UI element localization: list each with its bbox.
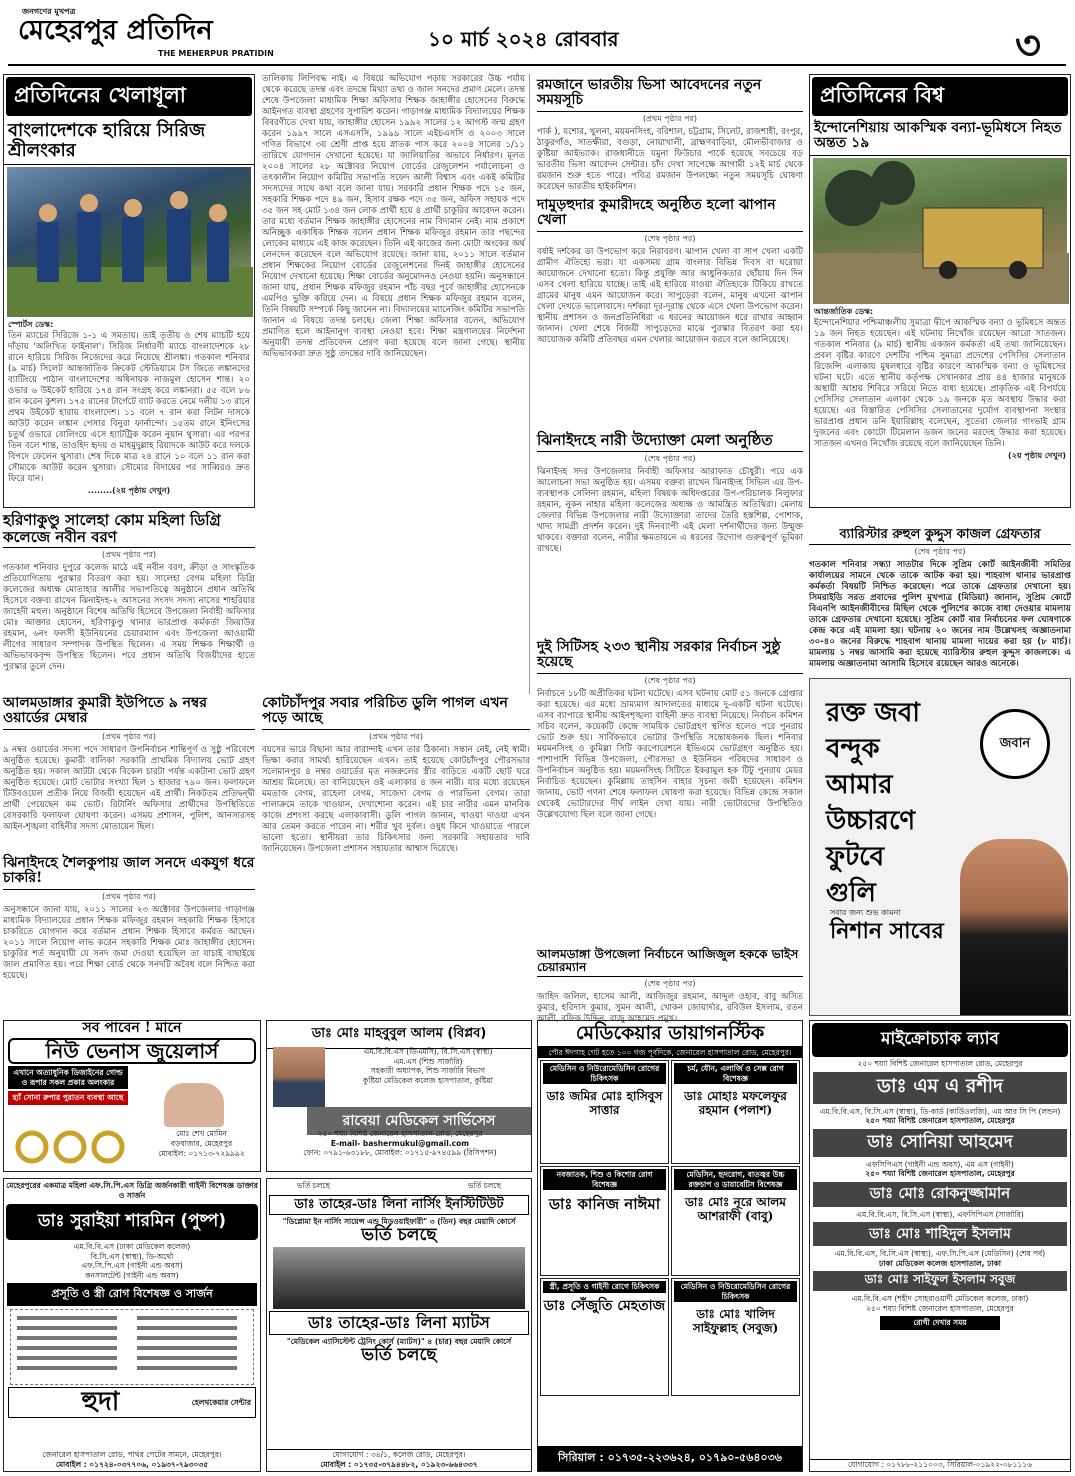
jewel-owner: মোঃ শেখ মোমিন — [176, 1129, 227, 1138]
poster-lines — [826, 695, 920, 911]
fair-headline: ঝিনাইদহে নারী উদ্যোক্তা মেলা অনুষ্ঠিত — [537, 432, 803, 452]
nursing-course2: "মেডিকেল এ্যাসিস্টেন্ট ট্রেনিং কোর্স (ম্যাটস)" ৪ (চার) বছর মেয়াদি কোর্সে — [286, 1336, 512, 1346]
alamdanga-body: জাহিদ জলিল, হাসেম আলী, আজিজুর রহমান, আব্দুল ওহাব, বাবু অসিত কুমার, হরিদাস কুমার, সুমন আলী, খোকন জোয়ার্দার, রবিউল ইসলাম, রতন আলী, রফিক উদ্দিন, রাজু আহমেদ প্রমুখ। — [537, 992, 803, 1025]
diag-h3: নবজাতক, শিশু ও কিশোর রোগ বিশেষজ্ঞ — [543, 1169, 666, 1190]
poster-line-3: আমার — [826, 770, 893, 800]
diag-doctor-4 — [671, 1166, 800, 1276]
poster-ad — [809, 678, 1071, 1016]
diag-d6: ডাঃ মোঃ খালিদ সাইফুল্লাহ (সবুজ) — [692, 1307, 779, 1335]
huda-sub: হেলথকেয়ার সেন্টার — [191, 1397, 251, 1407]
jewel-phone: মোবাইল: ০১৭১৩-৭২৯৯৯২ — [158, 1149, 245, 1158]
jewel-line2: হ্যাঁ সোনা রুপার পুরাতন ব্যবস্থা আছে — [8, 1091, 128, 1105]
microcheck-lab-ad — [809, 1020, 1071, 1472]
diag-h5: স্ত্রী, প্রসূতি ও গাইনী রোগে চিকিৎসক — [543, 1281, 666, 1293]
mahbub-deg2: এম.এস (শিশু সার্জারি) — [393, 1056, 463, 1066]
article-college — [3, 512, 255, 692]
flood-photo — [813, 158, 1067, 304]
jewel-top: সব পাবেন ! মানে — [82, 1020, 182, 1036]
mahbub-phone: ফোন: ০৭৯১-৬৩১৮৮, মোবাইল: ০১৭১৫-৯৭৪৫৯৯ (রিসিপশন) — [303, 1148, 497, 1157]
diag-d3: ডাঃ কানিজ নাঈমা — [548, 1195, 661, 1214]
diag-d2: ডাঃ মোহাঃ মফলেফুর রহমান (পলাশ) — [684, 1089, 787, 1117]
mahbub-name: ডাঃ মোঃ মাহবুবুল আলম (বিপ্লব) — [267, 1021, 531, 1049]
diag-h4: মেডিসিন, হৃদরোগ, বাতজ্বর উচ্চ রক্তচাপ ও ডায়াবেটিস বিশেষজ্ঞ — [674, 1169, 797, 1190]
sports-headline: বাংলাদেশকে হারিয়ে সিরিজ শ্রীলংকার — [4, 118, 254, 165]
diag-addr: পৌর ঈদগাহ গেট হতে ১০০ গজ পূর্বদিকে, জেনারেল হাসপাতাল রোড, মেহেরপুর। — [538, 1047, 802, 1059]
nursing-group-photo — [273, 1247, 525, 1309]
diag-name: মেডিকেয়ার ডায়াগনস্টিক — [538, 1021, 802, 1047]
nursing-top2: ভর্তি চলছে — [468, 1181, 501, 1190]
micro-name: মাইক্রোচ্যাক ল্যাব — [812, 1023, 1068, 1057]
jhapan-headline: দামুড়হুদার কুমারীদহে অনুষ্ঠিত হলো ঝাপান খেলা — [537, 198, 803, 232]
world-desk: আন্তর্জাতিক ডেস্ক: — [814, 306, 874, 316]
newspaper-title: মেহেরপুর প্রতিদিন — [18, 15, 213, 46]
micro-d5pos: ২৫০ শয্যা বিশিষ্ট জেনারেল হাসপাতাল, মেহেরপুর — [866, 1303, 1014, 1313]
cricket-players-graphic — [7, 167, 253, 317]
micro-d3deg: এম.বি.বি.এস, বি.সি.এস (স্বাস্থ্য), এফসিপিএস (সার্জারি) — [856, 1209, 1024, 1219]
jewellery-graphic — [10, 1125, 130, 1165]
micro-d4: ডাঃ মোঃ শাহিদুল ইসলাম — [813, 1222, 1067, 1246]
diag-doctor-5 — [540, 1278, 669, 1396]
suraiya-spec: প্রসূতি ও স্ত্রী রোগ বিশেষজ্ঞ ও সার্জন — [7, 1283, 257, 1306]
page-number: ৩ — [1014, 22, 1041, 69]
micro-d5: ডাঃ মোঃ সাইফুল ইসলাম সবুজ — [813, 1271, 1067, 1291]
article-election — [537, 640, 803, 946]
article-dolly — [262, 696, 530, 1014]
world-body: ইন্দোনেশিয়ার পশ্চিমাঞ্চলীয় সুমাত্রা দ্বীপে আকস্মিক বন্যা ও ভূমিধসে অন্তত ১৯ জন নিহত হয়েছেন। এই ঘটনায় নিখোঁজ রয়েছেন আরো সাতজন। গতকাল শনিবার (৯ মার্চ) স্থানীয় একজন কর্মকর্তা এই তথ্য জানিয়েছেন। প্রবল বৃষ্টির কারণে দেশটির পশ্চিম সুমাত্রা প্রদেশের পেসিসির সেলাতান রিজেন্সি এলাকায় মুষলধারে বৃষ্টির কারণে আকস্মিক বন্যা ও ভূমিধসের ঘটনা ঘটে। এতে স্থানীয় কর্তৃপক্ষ সেখানকার প্রায় ৪৪ হাজার মানুষকে অস্থায়ী আশ্রয় শিবিরে সরিয়ে নিতে বাধ্য হয়েছে। প্রাকৃতিক এই বিপর্যয়ে পেসিসির সেলাতান এলাকা থেকে ১৯ জনকে মৃত অবস্থায় উদ্ধার করা হয়েছে। এর বিস্তারিত পেসিসির সেলাতানের দুর্যোগ ব্যবস্থাপনা সংস্থার ভারপ্রাপ্ত প্রধান ডনি ইয়ারিল্লাহ বলেছেন, সুতেরা জেলার গাংভাই গ্রাম দুজনের এবং কোটো টিমেলান ডজন জনের মরদেহ উদ্ধার করা হয়েছে। সাতজন এখনও নিখোঁজ রয়েছে বলে জানিয়েছেন তিনি। — [814, 317, 1066, 449]
diag-doctor-6 — [671, 1278, 800, 1396]
nursing-addr: যোগাযোগ : ৩৪/১, কলেজ রোড, মেহেরপুর। — [332, 1450, 466, 1459]
jewel-name: নিউ ভেনাস জুয়েলার্স — [8, 1038, 256, 1064]
medicare-diagnostic-ad — [537, 1020, 803, 1472]
suraiya-deg3: এফ.সি.পি.এস (গাইনী এন্ড অবস) — [81, 1261, 183, 1270]
diag-d4: ডাঃ মোঃ নূরে আলম আশরাফী (বাবু) — [685, 1195, 786, 1223]
dolly-sub: (প্রথম পৃষ্ঠার পর) — [368, 731, 424, 741]
micro-d2: ডাঃ সোনিয়া আহমেদ — [813, 1129, 1067, 1157]
sports-body: তিন ম্যাচের সিরিজে ১-১ এ সমতায়। তাই তৃতীয় ও শেষ ম্যাচটি হয়ে দাঁড়ায় 'অলিখিত ফাইনাল'। সিরিজ নির্ধারণী ম্যাচে বাংলাদেশকে ২৮ রানে হারিয়ে সিরিজ নিজেদের করে নিয়েছে শ্রীলঙ্কা। গতকাল শনিবার (৯ মার্চ) সিলেট আন্তর্জাতিক ক্রিকেট স্টেডিয়ামে টস জিতে লঙ্কানদের ব্যাটিংয়ে পাঠান বাংলাদেশের অধিনায়ক নাজমুল হোসেন শান্ত। ২০ ওভার ৬ উইকেট হারিয়ে ১৭৪ রান সংগ্রহ করে লঙ্কানরা। ৫৫ বলে ৮৬ রান করেন কুশল। ১৭৫ রানের টার্গেটে ব্যাট করতে নেমে দলীয় ১৩ রানে প্রথম উইকেট হারায় বাংলাদেশ। ১১ বলে ৭ রান করা লিটন দাসকে আউট করেন লঙ্কান পেসার বিনুরা ফার্নান্দো। ১৫তম রানে ইনিংসের চতুর্থ ওভারে বোলিংয়ে এসে হ্যাটট্রিক করেন নুয়ান থুসারা। এর পরপর তিন বলে শান্ত, তাওহিদ হৃদয় ও মাহমুদুল্লাহ রিয়াদকে আউট করে দলকে বিপদে ফেলেন থুসারা। শেষ দিকে মাত্র ২৪ রানে ১০ বলে ১১ রান করা সৌম্যকে আউট করেন থুসারা। সৌম্যের বিদায়ের পর সাব্বিরও দ্রুত ফিরে যান। — [8, 330, 250, 484]
alamdanga-headline: আলমডাঙ্গা উপজেলা নির্বাচনে আজিজুল হককে ভাইস চেয়ারম্যান — [537, 948, 803, 977]
diag-d5: ডাঃ সেঁজুতি মেহতাজ — [543, 1297, 666, 1314]
election-body: নির্বাচনে ১৮টি অপ্রীতিকর ঘটনা ঘটেছে। এসব ঘটনায় মোট ৫১ জনকে গ্রেপ্তার করা হয়েছে। এর মধ্যে ভ্রাম্যমাণ আদালতের মাধ্যমে দু-একটি ঘটনা ঘটেছে। এসব ব্যাপারে স্থানীয় আইনশৃঙ্খলা বাহিনী দ্রুত ব্যবস্থা নিয়েছে। নির্বাচন কমিশন সচিব বলেন, কয়েকটি কেন্দ্রে সাময়িক ভোটগ্রহণ স্থগিত হলেও পরে পুনরায় ভোট শুরু হয়। সার্বিকভাবে ভোটার উপস্থিতি সন্তোষজনক ছিল। শনিবার ময়মনসিংহ ও কুমিল্লা সিটি করপোরেশনে ইভিএমে ভোটগ্রহণ অনুষ্ঠিত হয়। পাশাপাশি বিভিন্ন উপজেলা, পৌরসভা ও ইউনিয়ন পরিষদের সাধারণ ও উপনির্বাচন অনুষ্ঠিত হয়। ময়মনসিংহ সিটিতে ইকরামুল হক টিটু পুনরায় মেয়র নির্বাচিত হয়েছেন। কুমিল্লায় তাহসিন বাহার সূচনা জয়ী হয়েছেন। কমিশন জানায়, ভোট গণনা শেষে ফলাফল ঘোষণা করা হয়েছে। বিভিন্ন কেন্দ্রে সকাল থেকেই ভোটারদের দীর্ঘ লাইন দেখা যায়। নারী ভোটারদের উপস্থিতিও উল্লেখযোগ্য ছিল বলে জানা গেছে। — [537, 688, 803, 820]
member-body: ৯ নম্বর ওয়ার্ডের সদস্য পদে সাধারণ উপনির্বাচন শান্তিপূর্ণ ও সুষ্ঠু পরিবেশে অনুষ্ঠিত হয়েছে। কুমারী বালিকা সরকারি প্রাথমিক বিদ্যালয় ভোট গ্রহণ অনুষ্ঠিত হয়। সকাল আটটা থেকে বিকেল চারটা পর্যন্ত একটানা ভোট গ্রহণ অনুষ্ঠিত হয়েছে। মোট ভোটার সংখ্যা ছিল ১ হাজার ৭৯০ জন। ফলাফলে টিউবওয়েল প্রতীক নিয়ে বিজয়ী হয়েছেন এই প্রার্থী। নিকটতম প্রতিদ্বন্দ্বী প্রার্থী পেয়েছেন কম ভোট। রিটার্নিং অফিসার প্রার্থীদের উপস্থিতিতে বেসরকারি ফলাফল ঘোষণা করেন। এসময় প্রশাসন, পুলিশ, আনসারসহ আইন-শৃঙ্খলা বাহিনীর সদস্য মোতায়েন ছিল। — [3, 744, 255, 832]
world-headline: ইন্দোনেশিয়ায় আকস্মিক বন্যা-ভূমিধসে নিহত অন্তত ১৯ — [810, 118, 1070, 156]
micro-d4deg: এম.বি.বি.এস, বি.সি.এস (স্বাস্থ্য), এফ.সি.পি.এস (মেডিসিন) (শেষ পর্ব) — [834, 1249, 1046, 1258]
doctor-mahbub-ad — [266, 1020, 532, 1172]
doctor-suraiya-ad — [3, 1178, 261, 1472]
dolly-headline: কোটচাঁদপুর সবার পরিচিত ডুলি পাগল এখন পড়ে আছে — [262, 696, 530, 730]
micro-time: রোগী দেখার সময় — [880, 1316, 1000, 1330]
micro-d1deg: এম.বি.বি.এস, বি.সি.এস (স্বাস্থ্য), ডি-কার্ড (কার্ডিওলজি), এম আর সি পি (লন্ডন) — [819, 1106, 1061, 1116]
diag-doctor-2 — [671, 1060, 800, 1164]
poster-line-1: রক্ত জবা — [826, 698, 920, 728]
fair-sub: (শেষ পৃষ্ঠার পর) — [644, 453, 696, 463]
sports-desk: স্পোর্টস ডেস্ক: — [8, 319, 54, 329]
article-barrister — [809, 528, 1071, 668]
article-job — [3, 856, 255, 1016]
nursing-admit: ভর্তি চলছে — [361, 1225, 437, 1246]
cricket-photo — [7, 167, 251, 317]
diag-serial: সিরিয়াল : ০১৭৩৫-২২৩৬২৪, ০১৭৯০-৫৬৪০৩৬ — [538, 1446, 802, 1471]
micro-d2pos: ২৫০ শয্যা বিশিষ্ট জেনারেল হাসপাতাল, মেহেরপুর — [865, 1169, 1015, 1178]
mahbub-hosp: কুষ্টিয়া মেডিকেল কলেজ হাসপাতাল, কুষ্টিয়া — [363, 1075, 493, 1085]
nursing-top: ভর্তি চলছে — [297, 1181, 330, 1190]
poster-line-6: গুলি — [826, 878, 876, 908]
poster-line-4: উচ্চারণে — [826, 806, 916, 836]
masthead — [8, 6, 1066, 69]
tagline: জনগণের মুখপত্র — [22, 7, 76, 16]
election-headline: দুই সিটিসহ ২৩৩ স্থানীয় সরকার নির্বাচন সুষ্ঠু হয়েছে — [537, 640, 803, 674]
poster-person-photo — [960, 839, 1068, 1015]
micro-d3: ডাঃ মোঃ রোকনুজ্জামান — [813, 1182, 1067, 1207]
poster-greeting: সবার জন্য শুভ কামনা — [830, 908, 901, 917]
diag-h2: চর্ম, যৌন, এলার্জি ও সেক্স রোগ বিশেষজ্ঞ — [674, 1063, 797, 1084]
mahbub-center-addr: ২৫০ শয্যা বিশিষ্ট জেনারেল হাসপাতাল রোড, মেহেরপুর — [317, 1129, 483, 1138]
suraiya-deg2: বি.সি.এস (স্বাস্থ্য), ডি-অর্থো — [90, 1251, 174, 1261]
barrister-body: গতকাল শনিবার সন্ধ্যা সাতটার দিকে সুপ্রিম কোর্ট আইনজীবী সমিতির কার্যালয়ের সামনে থেকে তাকে আটক করা হয়। শাহবাগ থানার ভারপ্রাপ্ত কর্মকর্তা বিষয়টি নিশ্চিত করেছেন। পরে তাকে গ্রেফতার দেখানো হয়। সিমরাইডি সরত প্রবাদের পুলিশ মুখপাত্র (মিডিয়া) জানান, সুপ্রিম কোর্টে বিএনপি আইনজীবীদের মিছিল থেকে পুলিশের কাজে বাধা দেওয়ার মামলায় তাকে গ্রেফতার দেখানো হয়েছে। সুপ্রিম কোর্ট বার নির্বাচনের ফল ঘোষণাকে কেন্দ্র করে এই মামলা হয়। ঘটনায় ২০ জনের নাম উল্লেখসহ অজ্ঞাতনামা ৩০-৪০ জনের বিরুদ্ধে শাহবাগ থানায় মামলা দায়ের করা হয় (৮ মার্চ)। মামলায় ১ নম্বর আসামি করা হয়েছে ব্যারিস্টার রুহুল কুদ্দুস কাজলকে। এ মামলায় অজ্ঞাতনামা আসামি হিসেবে রয়েছেন আরও অনেকে। — [809, 560, 1071, 670]
world-section — [809, 74, 1071, 508]
job-body: অনুসন্ধানে জানা যায়, ২০১১ সালের ২৩ অক্টোবর উপজেলার গাড়াগঞ্জ মাধ্যমিক বিদ্যালয়ের প্রধান শিক্ষক মফিজুর রহমান সহকারি শিক্ষক হিসাবে চাকরিতে যোগদান করে বর্তমান প্রধান শিক্ষক হিসাবে কর্মরত আছেন। ২০১১ সালে নিয়োগ লাভ করেন সহকারি শিক্ষক মোঃ জাহাঙ্গীর হোসেন। চাকুরির শর্ত অনুযায়ী যে সনদ জমা দেওয়া হয়েছিল তা যাচাই বাছাইয়ে জাল প্রমাণিত হয়। পরে শিক্ষা বোর্ড থেকে সনদটি অবৈধ বলে নিশ্চিত করা হয়েছে। — [3, 904, 255, 981]
poster-brand-logo: জবান — [980, 709, 1050, 779]
micro-d1: ডাঃ এম এ রশীদ — [813, 1072, 1067, 1104]
diag-h6: মেডিসিন ও নিউরোমেডিসিন রোগের চিকিৎসক — [674, 1281, 797, 1302]
nursing-institute-ad — [266, 1178, 532, 1472]
mahbub-email: E-mail- bashermukul@gmail.com — [330, 1138, 470, 1148]
sports-section — [3, 74, 255, 508]
fair-body: ঝিনাইদহ সদর উপজেলার নির্বাহী অফিসার আরাফাত চৌধুরী। পরে এক আলোচনা সভা অনুষ্ঠিত হয়। এসময় বক্তব্য রাখেন ঝিনাইদহ সিভিল এর উপ-ব্যবস্থাপক সেলিনা রহমান, মহিলা বিষয়ক অধিদপ্তরের উপ-পরিচালক নিলুফার রহমান, নুকন নাহার মহিলা কলেজের অধ্যক্ষ ও আমন্ত্রিত অতিথিরা। মেলায় জেলার বিভিন্ন উপজেলার নারী উদ্যোক্তারা তাদের তৈরি হস্তশিল্প, পোশাক, খাদ্য সামগ্রী প্রদর্শন করেন। দুই দিনব্যাপী এই মেলা দর্শনার্থীদের জন্য উন্মুক্ত থাকবে। বক্তারা বলেন, নারীর ক্ষমতায়নে এ ধরনের উদ্যোগ গুরুত্বপূর্ণ ভূমিকা রাখছে। — [537, 466, 803, 554]
suraiya-service-list — [10, 1309, 254, 1385]
poster-name: নিশান সাবের — [830, 918, 944, 944]
mahbub-center: রাবেয়া মেডিকেল সার্ভিসেস — [307, 1107, 531, 1135]
nursing-admit2: ভর্তি চলছে — [361, 1345, 437, 1366]
jewel-line1: এখানে অত্যাধুনিক ডিজাইনের গোল্ড ও রূপার সকল প্রকার অলংকার — [8, 1066, 128, 1089]
barrister-sub: (শেষ পৃষ্ঠার পর) — [914, 547, 966, 557]
micro-addr: ২৫০ শয্যা বিশিষ্ট জেনারেল হাসপাতাল রোড, মেহেরপুর — [857, 1059, 1023, 1068]
suraiya-phone: মোবাইল : ০১৭২৪-০৩৭৭০৬, ০১৯৩৭-৭৯৩০৩৫ — [55, 1459, 209, 1469]
visa-headline: রমজানে ভারতীয় ভিসা আবেদনের নতুন সময়সূচি — [537, 74, 803, 112]
suraiya-addr: জেনারেল হাসপাতাল রোড, পাথর পেটের সামনে, মেহেরপুর। — [42, 1450, 222, 1459]
world-continued: (২য় পৃষ্ঠায় দেখুন) — [1008, 450, 1066, 460]
article-main-continued — [262, 74, 530, 694]
poster-line-5: ফুটবে — [826, 842, 885, 872]
micro-phone: যোগাযোগ : ০১৭৮৮-২১১০০৩, সিরিয়াল-০১৯২২-০৮১১১৬ — [810, 1459, 1070, 1470]
main-body: তালিকায় লিপিবদ্ধ নাই। এ বিষয়ে অভিযোগ পড়ায় সরকারের উচ্চ পর্যায় থেকে করেছে তদন্ত এবং তদন্তে মিথ্যা তথ্য ও জাল সনদের প্রমাণ মেলে। তদন্ত শেষে উপজেলা মাধ্যমিক শিক্ষা অফিসার শিক্ষক জাহাঙ্গীর হোসেনের বিরুদ্ধে আইনগত ব্যবস্থা গ্রহণের সুপারিশ করেন। গাড়াগঞ্জ মাধ্যমিক বিদ্যালয়ের শিক্ষক বিবরণীতে দেখা যায়, জাহাঙ্গীর হোসেন ১৯৯২ সালের ১২ আগস্ট জন্ম গ্রহণ করেন ১৯৯৭ সালে এসএসসি, ১৯৯৯ সালে এইচএসসি ও ২০০৩ সালে গণিত বিভাগে ৩য় শ্রেণী প্রাপ্ত হয়ে স্নাতক পাস করে ২০০৪ সালের ১/১১ তারিখে যোগদান দেখানো হয়েছে। যা জালিয়াতির অভাবে নির্ধারণ। মূলত ২০০৪ সালের ২৮ অক্টোবর নিয়োগ বোর্ডের রেজুলেশন পর্যালোচনা ও তৎকালীন নিয়োগ কমিটির সভাপতি সফেদ আলী বিশ্বাস এবং একই কমিটির সদস্যদের সাথে কথা বলে জানা যায়। সরকারি প্রধান শিক্ষক পদে ১৫ জন, সহকারি শিক্ষক পদে ৪৯ জন, হিসাব রক্ষক পদে ৩৫ জন, অফিস সহায়ক পদে ৩৫ জন সহ মোট ১৩৪ জন লোক প্রার্থী হয়ে ৪ প্রার্থী চাকুরির আবেদন করেন। তার মধ্যে বর্তমান শিক্ষক জাহাঙ্গীর হোসেনের নাম বিদ্যমান নেই। নাম প্রকাশে অনিচ্ছুক একাধিক শিক্ষক বলেন প্রধান শিক্ষক মফিজুর রহমান তার পছন্দের লোকের মাধ্যমে এই কাজ করেছেন। তিনি এই কাজের জন্য মোটা অংকের অর্থ লেনদেন করেছেন বলে অভিযোগ রয়েছে। জানা যায়, ২০১১ সালে বর্তমান প্রধান শিক্ষকের নিয়োগ বোর্ডের রেজুলেশনের দিনই জাহাঙ্গীর হোসেনের নিয়োগ দেখানো হয়েছে। শিক্ষা বোর্ডের অনুমোদনও নেওয়া হয়নি। অনুসন্ধানে জানা যায়, প্রধান শিক্ষক মফিজুর রহমান পাঁচ বছর পূর্বে জাহাঙ্গীর হোসেনকে এমপিও ভুক্তি করিয়ে দেন। এ বিষয়ে প্রধান শিক্ষক মফিজুর রহমান বলেন, তিনি বিষয়টি সম্পর্কে কিছু জানেন না। বিদ্যালয়ের ম্যানেজিং কমিটির সভাপতি জানান এ বিষয়ে তদন্ত চলছে। জেলা শিক্ষা অফিসার বলেন, অভিযোগ প্রমাণিত হলে আইনানুগ ব্যবস্থা নেওয়া হবে। শিক্ষা মন্ত্রণালয়ের নির্দেশনা অনুযায়ী তদন্ত প্রতিবেদন প্রেরণ করা হয়েছে বলে জানা গেছে। স্থানীয় অভিভাবকরা দ্রুত সুষ্ঠু তদন্তের দাবি জানিয়েছেন। — [262, 74, 525, 359]
job-sub: (প্রথম পৃষ্ঠার পর) — [101, 891, 157, 901]
jhapan-body: বর্ষাই দর্শকের ডা উপভোগ করে নিরাবরণ। ঝাপান খেলা বা সাপ খেলা একটি গ্রামীণ ঐতিহ্যে ভরা। যা একসময় গ্রাম বাংলার বিভিন্ন দিবস বা ঘরোয়া আয়োজনে দেখানো হতো। কিন্তু প্রযুক্তি আর আধুনিকতার ছোঁয়ায় দিন দিন এসব খেলা হারিয়ে যাচ্ছে। তাই এই হারিয়ে যাওয়া ঐতিহ্যকে টিকিয়ে রাখতে গ্রামের মানুষ এমন আয়োজন করে। সাপুড়েরা বলেন, মানুষ এখনো ঝাপান খেলা দেখতে ভালোবাসে। দর্শকরা দূর-দূরান্ত থেকে এসে খেলা উপভোগ করেন। স্থানীয় প্রশাসন ও জনপ্রতিনিধিরা এ ধরনের আয়োজন ধরে রাখার আহ্বান জানান। খেলা শেষে বিজয়ী সাপুড়েদের মাঝে পুরস্কার বিতরণ করা হয়। আয়োজক কমিটি প্রতিবছর এমন খেলার আয়োজন করবে বলে জানিয়েছে। — [537, 246, 803, 345]
mahbub-photo — [273, 1047, 325, 1107]
suraiya-deg: এম.বি.বি.এস (ঢাকা মেডিকেল কলেজ) — [73, 1242, 191, 1251]
suraiya-role: কনসালটেন্ট (গাইনী এন্ড অবস) — [85, 1270, 179, 1280]
job-headline: ঝিনাইদহে শৈলকুপায় জাল সনদে একযুগ ধরে চাকরি! — [3, 856, 255, 890]
nursing-name2: ডাঃ তাহের-ডাঃ লিনা ম্যাটস — [269, 1311, 529, 1335]
election-sub: (শেষ পৃষ্ঠার পর) — [644, 675, 696, 685]
college-headline: হরিণাকুণ্ডু সালেহা কোম মহিলা ডিগ্রি কলেজে নবীন বরণ — [3, 512, 255, 548]
mahbub-role: সহকারী অধ্যাপক, শিশু সার্জারি বিভাগ — [370, 1066, 486, 1075]
huda-logo: হুদা — [81, 1387, 120, 1417]
dolly-body: বয়সের ভারে বিছানা আর বারান্দাই এখন তার ঠিকানা। সন্তান নেই, নেই স্বামী। ভিক্ষা করার সামর্থ্য হারিয়েছেন এখন। তাই হয়েছে কোটচাঁদপুর পৌরসভার সলেমানপুর ৪ নম্বর ওয়ার্ডের মৃত নজরুলের স্ত্রীর বাড়িতে একটি ছোট ঘরে আশ্রয় মিলেছে। তা বানিয়েছেন ওই এলাকার ৪ জন নারী। যার মধ্যে রয়েছেন মমতাজ বেগম, রাহেলা বেগম, সাজেদা বেগম ও পারভিনা বেগম। তারা পালাক্রমে তাকে খাওয়ান, দেখাশোনা করেন। এই চার নারীর এমন মানবিক কাজে প্রশংসা করছে এলাকাবাসী। ডুলি পাগল জানান, খাওয়া দাওয়া এখন আর তেমন করতে পারেন না। শরীর খুব দুর্বল। ওষুধ কিনে খাওয়াতে পারলে ভালো হতো। স্থানীয়রা তার চিকিৎসার জন্য সরকারি সহায়তার দাবি জানিয়েছেন। উপজেলা প্রশাসন সহায়তার আশ্বাস দিয়েছে। — [262, 744, 530, 854]
micro-d4pos: ঢাকা মেডিকেল কলেজ হাসপাতাল, ঢাকা — [879, 1258, 1001, 1268]
jewellers-ad — [3, 1020, 261, 1172]
diag-d1: ডাঃ জমির মোঃ হাসিবুস সাত্তার — [546, 1089, 663, 1117]
diag-doctor-3 — [540, 1166, 669, 1276]
barrister-headline: ব্যারিস্টার রুহুল কুদ্দুস কাজল গ্রেফতার — [809, 528, 1071, 545]
issue-date: ১০ মার্চ ২০২৪ রোববার — [428, 27, 619, 51]
suraiya-name: ডাঃ সুরাইয়া শারমিন (পুষ্প) — [6, 1204, 258, 1240]
college-body: গতকাল শনিবার দুপুরে কলেজ মাঠে এই নবীন বরণ, ক্রীড়া ও সাংস্কৃতিক প্রতিযোগিতায় পুরস্কার বিতরণ করা হয়। সালেহা বেগম মহিলা ডিগ্রি কলেজের অধ্যক্ষ মোতাহার আলীর সভাপতিত্বে অনুষ্ঠানে প্রধান অতিথি হিসেবে বক্তব্য রাখেন ঝিনাইদহ-২ আসনের সংসদ সদস্য নাসের শাহরিয়ার জাহেদী মহুল। অনুষ্ঠানে বিশেষ অতিথি হিসেবে উপজেলা নির্বাহী অফিসার মোঃ আক্তার হোসেন, হরিণাকুণ্ডু থানার ভারপ্রাপ্ত কর্মকর্তা জিয়াউর রহমান, ৬নং ফলসী ইউনিয়নের চেয়ারম্যান এবং উপজেলা আওয়ামী লীগের সাধারণ সম্পাদক উপস্থিত ছিলেন। এ সময় শিক্ষক শিক্ষার্থী ও অভিভাবকবৃন্দ উপস্থিত ছিলেন। পরে প্রধান অতিথি বিজয়ীদের হাতে পুরস্কার তুলে দেন। — [3, 563, 255, 672]
jewel-addr: বড়বাজার, মেহেরপুর — [170, 1139, 233, 1148]
article-fair — [537, 432, 803, 638]
article-jhapan — [537, 198, 803, 430]
visa-body: পার্ক ), যশোর, খুলনা, ময়মনসিংহ, বরিশাল, চট্টগ্রাম, সিলেট, রাজশাহী, রংপুর, ঠাকুরগাঁও, সাতক্ষীরা, বগুড়া, নোয়াখালী, ব্রাহ্মণবাড়িয়া, মৌলভীবাজার ও কুষ্টিয়া আইভ্যাক। রাজধানীতে যমুনা ফিউচার পার্কে হয়েছে সবচেয়ে বড় ভারতীয় ভিসা আবেদন সেন্টার। চাঁদ দেখা সাপেক্ষে আগামী ১২ই মার্চ থেকে রমজান শুরু হতে পারে। পবিত্র রমজান উপলক্ষ্যে নতুন সময়সূচি ঘোষণা করেছেন ভারতীয় হাইকমিশন। — [537, 126, 803, 192]
sports-continued: ........(২য় পৃষ্ঠায় দেখুন) — [87, 485, 171, 495]
sports-banner: প্রতিদিনের খেলাধূলা — [6, 77, 252, 116]
article-alamdanga — [537, 947, 803, 1025]
article-visa — [537, 74, 803, 196]
world-banner: প্রতিদিনের বিশ্ব — [812, 77, 1068, 116]
diag-h1: মেডিসিন ও নিউরোমেডিসিন রোগের চিকিৎসক — [543, 1063, 666, 1084]
poster-line-2: বন্দুক — [826, 734, 880, 764]
micro-d1pos: ২৫০ শয্যা বিশিষ্ট জেনারেল হাসপাতাল, মেহেরপুর — [865, 1116, 1015, 1125]
jeweller-owner-photo — [164, 1083, 224, 1127]
alamdanga-sub: (শেষ পৃষ্ঠার পর) — [644, 979, 696, 989]
nursing-name: ডাঃ তাহের-ডাঃ লিনা নার্সিং ইনস্টিটিউট — [269, 1195, 529, 1215]
newspaper-english-title: THE MEHERPUR PRATIDIN — [158, 49, 274, 58]
article-member — [3, 696, 255, 854]
member-headline: আলমডাঙ্গার কুমারী ইউপিতে ৯ নম্বর ওয়ার্ডের মেম্বার — [3, 696, 255, 730]
visa-sub: (প্রথম পৃষ্ঠার পর) — [642, 113, 698, 123]
nursing-phone: মোবাইল : ০১৭৩৫-৩৭৯৪৪৮২, ০১৯২৩-৬৬৪৩৩৭ — [320, 1459, 478, 1469]
jhapan-sub: (শেষ পৃষ্ঠার পর) — [644, 233, 696, 243]
micro-d5deg: এম.বি.বি.এস (শহীদ সোহরাওয়ার্দী মেডিকেল কলেজ, ঢাকা) — [851, 1294, 1029, 1303]
mahbub-deg: এম.বি.বি.এস (ডিএমসি), বি.সি.এস (স্বাস্থ্য) — [363, 1047, 493, 1056]
micro-d2deg: এফসিপিএস (গাইনী এন্ড অবস), এম এস (গাইনী) — [866, 1159, 1014, 1169]
diag-doctor-1 — [540, 1060, 669, 1164]
flood-truck-graphic — [813, 158, 1069, 304]
suraiya-top: মেহেরপুরের একমাত্র মহিলা এফ.সি.পি.এস ডিগ্রি অর্জনকারী গাইনী বিশেষজ্ঞ ডাক্তার ও সার্জন — [6, 1181, 258, 1200]
nursing-course: "ডিপ্লোমা ইন নার্সিং সায়েন্স এন্ড মিডওয়াইফারী" ৩ (তিন) বছর মেয়াদি কোর্সে — [282, 1216, 516, 1226]
college-sub: (প্রথম পৃষ্ঠার পর) — [101, 550, 157, 559]
member-sub: (প্রথম পৃষ্ঠার পর) — [101, 731, 157, 741]
